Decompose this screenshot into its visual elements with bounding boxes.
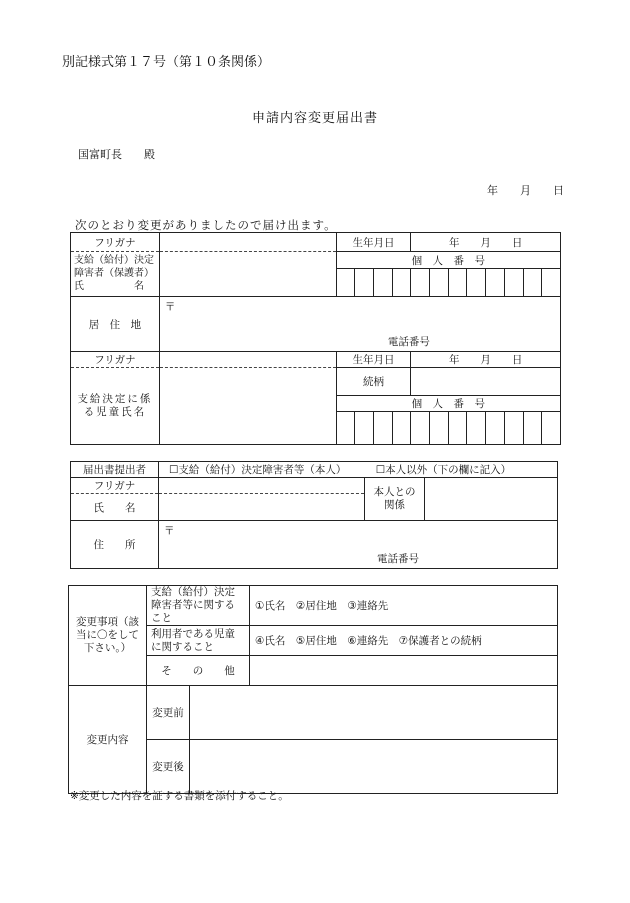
submitter-address-label: 住 所 bbox=[71, 521, 159, 569]
child-personal-number-digit[interactable] bbox=[448, 412, 467, 445]
intro-text: 次のとおり変更がありましたので届け出ます。 bbox=[75, 218, 337, 232]
child-personal-number-digit[interactable] bbox=[467, 412, 486, 445]
relation-label: 続柄 bbox=[336, 368, 411, 396]
personal-number-digit[interactable] bbox=[467, 269, 486, 297]
child-birth-label: 生年月日 bbox=[336, 352, 411, 368]
child-personal-number-digit[interactable] bbox=[392, 412, 411, 445]
birth-date-field[interactable]: 年 月 日 bbox=[411, 233, 561, 252]
submitter-phone-label: 電話番号 bbox=[377, 553, 419, 565]
addressee: 国富町長 殿 bbox=[78, 148, 155, 161]
row1-label: 支給（給付）決定障害者等に関すること bbox=[147, 586, 250, 626]
child-personal-number-digit[interactable] bbox=[411, 412, 430, 445]
furigana-label: フリガナ bbox=[71, 233, 160, 252]
page-title: 申請内容変更届出書 bbox=[251, 111, 378, 126]
birth-label: 生年月日 bbox=[336, 233, 411, 252]
postal-mark: 〒 bbox=[164, 301, 176, 313]
child-personal-number-digit[interactable] bbox=[355, 412, 374, 445]
submitter-furigana-field[interactable] bbox=[159, 478, 365, 494]
applicant-label: 支給（給付）決定障害者（保護者） bbox=[74, 255, 154, 279]
residence-field[interactable] bbox=[159, 297, 560, 352]
relation-to-person-field[interactable] bbox=[425, 478, 558, 521]
change-table bbox=[68, 585, 558, 794]
child-birth-date-field[interactable]: 年 月 日 bbox=[411, 352, 561, 368]
child-personal-number-digit[interactable] bbox=[430, 412, 449, 445]
before-field[interactable] bbox=[190, 686, 558, 740]
furigana-field[interactable] bbox=[159, 233, 336, 252]
submitter-address-field[interactable] bbox=[159, 521, 558, 569]
option-other-checkbox[interactable]: ☐本人以外（下の欄に記入） bbox=[375, 464, 512, 476]
residence-label: 居 住 地 bbox=[71, 297, 160, 352]
change-items-label: 変更事項（該当に〇をして下さい。） bbox=[69, 586, 147, 686]
personal-number-digit[interactable] bbox=[523, 269, 542, 297]
postal-mark: 〒 bbox=[164, 525, 175, 537]
child-personal-number-digit[interactable] bbox=[336, 412, 355, 445]
personal-number-digit[interactable] bbox=[374, 269, 393, 297]
personal-number-digit[interactable] bbox=[355, 269, 374, 297]
submitter-options bbox=[159, 462, 558, 478]
submitter-name-field[interactable] bbox=[159, 494, 365, 521]
personal-number-digit[interactable] bbox=[448, 269, 467, 297]
child-furigana-field[interactable] bbox=[159, 352, 336, 368]
personal-number-digit[interactable] bbox=[336, 269, 355, 297]
child-personal-number-digit[interactable] bbox=[374, 412, 393, 445]
row3-label: そ の 他 bbox=[147, 656, 250, 686]
child-personal-number-digit[interactable] bbox=[504, 412, 523, 445]
submitter-name-label: 氏 名 bbox=[71, 494, 159, 521]
child-personal-number-label: 個 人 番 号 bbox=[336, 396, 560, 412]
footnote: ※変更した内容を証する書類を添付すること。 bbox=[70, 790, 289, 802]
after-label: 変更後 bbox=[147, 740, 190, 794]
child-name-label: 支給決定に係る児童氏名 bbox=[71, 368, 160, 445]
name-label: 氏 名 bbox=[74, 281, 144, 292]
phone-label: 電話番号 bbox=[387, 336, 430, 348]
child-name-field[interactable] bbox=[159, 368, 336, 445]
personal-number-label: 個 人 番 号 bbox=[336, 252, 560, 269]
applicant-name-label bbox=[71, 252, 160, 297]
submitter-table bbox=[70, 461, 558, 569]
row3-field[interactable] bbox=[250, 656, 558, 686]
applicant-name-field[interactable] bbox=[159, 252, 336, 297]
child-furigana-label: フリガナ bbox=[71, 352, 160, 368]
child-personal-number-digit[interactable] bbox=[523, 412, 542, 445]
child-personal-number-digit[interactable] bbox=[542, 412, 561, 445]
personal-number-digit[interactable] bbox=[411, 269, 430, 297]
applicant-table bbox=[70, 232, 561, 445]
submitter-furigana-label: フリガナ bbox=[71, 478, 159, 494]
submission-date: 年 月 日 bbox=[487, 184, 564, 197]
personal-number-digit[interactable] bbox=[392, 269, 411, 297]
child-personal-number-digit[interactable] bbox=[486, 412, 505, 445]
personal-number-digit[interactable] bbox=[430, 269, 449, 297]
after-field[interactable] bbox=[190, 740, 558, 794]
row1-options[interactable]: ①氏名 ②居住地 ③連絡先 bbox=[250, 586, 558, 626]
relation-field[interactable] bbox=[411, 368, 561, 396]
personal-number-digit[interactable] bbox=[486, 269, 505, 297]
relation-to-person-label: 本人との関係 bbox=[365, 478, 425, 521]
personal-number-digit[interactable] bbox=[542, 269, 561, 297]
option-self-checkbox[interactable]: ☐支給（給付）決定障害者等（本人） bbox=[169, 464, 347, 476]
personal-number-digit[interactable] bbox=[504, 269, 523, 297]
submitter-label: 届出書提出者 bbox=[71, 462, 159, 478]
change-content-label: 変更内容 bbox=[69, 686, 147, 794]
row2-label: 利用者である児童に関すること bbox=[147, 626, 250, 656]
form-number: 別記様式第１７号（第１０条関係） bbox=[62, 55, 271, 70]
before-label: 変更前 bbox=[147, 686, 190, 740]
row2-options[interactable]: ④氏名 ⑤居住地 ⑥連絡先 ⑦保護者との続柄 bbox=[250, 626, 558, 656]
